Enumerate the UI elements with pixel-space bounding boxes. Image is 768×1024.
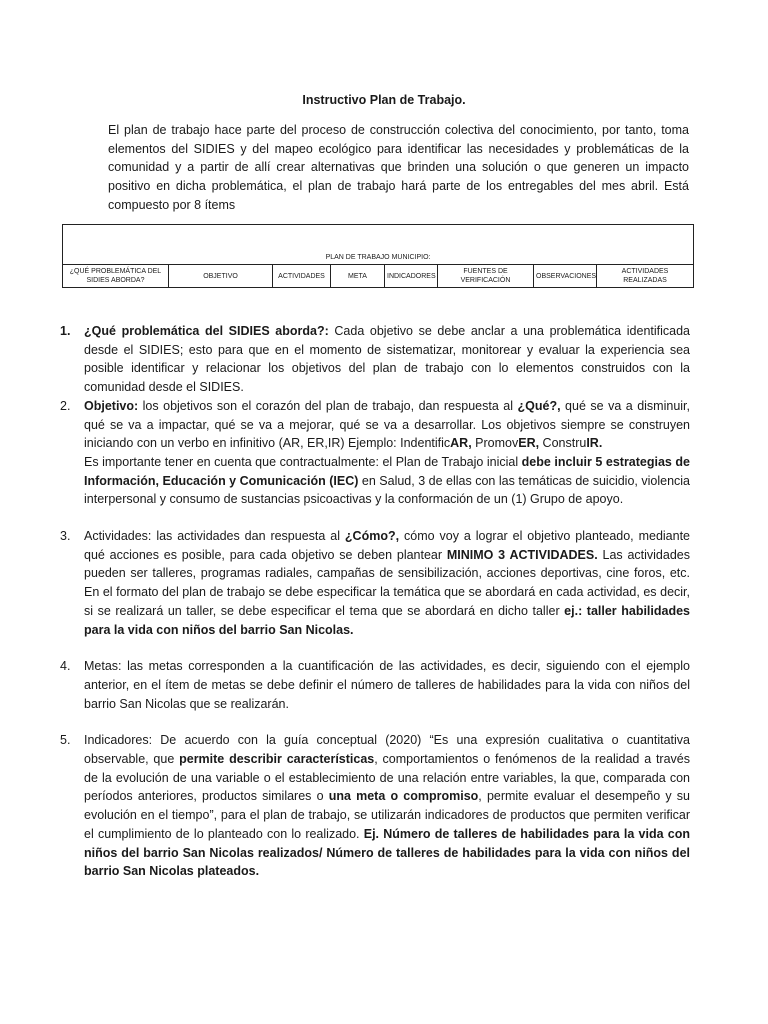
- item-number: 5.: [60, 733, 71, 748]
- column-header-observaciones: OBSERVACIONES: [534, 265, 597, 288]
- item-text: Cada objetivo se debe anclar a una problemática identificada desde el SIDIES; esto para que en el momento de sistematizar, monitorear y evaluar la experiencia sea posible identificar y relacionar los objetivos del plan de trabajo con lo elementos construidos con la comunidad desde el SIDIES.: [84, 324, 690, 395]
- column-header-fuentes: FUENTES DE VERIFICACIÓN: [438, 265, 534, 288]
- column-header-problematica: ¿QUÉ PROBLEMÁTICA DEL SIDIES ABORDA?: [63, 265, 169, 288]
- intro-paragraph: El plan de trabajo hace parte del proceso de construcción colectiva del conocimiento, por tanto, toma elementos del SIDIES y del mapeo ecológico para identificar las necesidades y problemáticas de la comunidad y a partir de allí crear alternativas que brinden una solución o que generen un impacto positivo en dicha problemática, el plan de trabajo hará parte de los entregables del mes abril. Está compuesto por 8 ítems: [108, 123, 689, 212]
- item-number: 2.: [60, 398, 71, 413]
- items-list: [56, 322, 690, 881]
- work-plan-table: [62, 224, 694, 288]
- list-item-problematica: [56, 322, 690, 397]
- column-header-actividades-realizadas: ACTIVIDADES REALIZADAS: [597, 265, 694, 288]
- document-title: Instructivo Plan de Trabajo.: [302, 93, 466, 107]
- table-header-row: [63, 265, 694, 288]
- table-title: PLAN DE TRABAJO MUNICIPIO:: [63, 225, 694, 265]
- item-heading: Objetivo:: [84, 398, 139, 413]
- item-number: 3.: [60, 529, 71, 544]
- list-item-metas: [56, 657, 690, 713]
- item-heading: ¿Qué problemática del SIDIES aborda?:: [84, 324, 329, 338]
- item-paragraph: Es importante tener en cuenta que contractualmente: el Plan de Trabajo inicial debe incluir 5 estrategias de Información, Educación y Comunicación (IEC) en Salud, 3 de ellas con las temáticas de suicidio, violencia interpersonal y consumo de sustancias psicoactivas y la conformación de un (1) Grupo de apoyo.: [84, 454, 690, 507]
- item-text: Metas: las metas corresponden a la cuantificación de las actividades, es decir, siguiendo con el ejemplo anterior, en el ítem de metas se debe definir el número de talleres de habilidades para la vida con niños del barrio San Nicolas que se realizarán.: [84, 659, 690, 711]
- list-item-objetivo: 2. Objetivo: los objetivos son el corazón del plan de trabajo, dan respuesta al ¿Qué?, qué se va a disminuir, qué se va a impactar, qué se va a mejorar, qué se va a desarrollar. Los objetivos siempre se construyen iniciando con un verbo en infinitivo (AR, ER,IR) Ejemplo: IndentificAR, PromovER, ConstruIR. Es importante tener en cuenta que contractualmente: el Plan de Trabajo inicial debe incluir 5 estrategias de Información, Educación y Comunicación (IEC) en Salud, 3 de ellas con las temáticas de suicidio, violencia interpersonal y consumo de sustancias psicoactivas y la conformación de un (1) Grupo de apoyo.: [56, 397, 690, 509]
- item-number: 4.: [60, 659, 71, 674]
- list-item-actividades: 3. Actividades: las actividades dan respuesta al ¿Cómo?, cómo voy a lograr el objetivo planteado, mediante qué acciones es posible, para cada objetivo se deben plantear MINIMO 3 ACTIVIDADES. Las actividades pueden ser talleres, programas radiales, campañas de sensibilización, acciones deportivas, cine foros, etc. En el formato del plan de trabajo se debe especificar la temática que se abordará en cada actividad, es decir, si se realizará un taller, se debe especificar el tema que se abordará en dicho taller ej.: taller habilidades para la vida con niños del barrio San Nicolas.: [60, 529, 690, 637]
- item-number: 1.: [60, 324, 71, 338]
- list-item-indicadores: 5. Indicadores: De acuerdo con la guía conceptual (2020) “Es una expresión cualitativa o cuantitativa observable, que permite describir características, comportamientos o fenómenos de la realidad a través de la evolución de una variable o el establecimiento de una relación entre variables, la que, comparada con períodos anteriores, productos similares o una meta o compromiso, permite evaluar el desempeño y su evolución en el tiempo”, para el plan de trabajo, se utilizarán indicadores de productos que permiten verificar el cumplimiento de lo planteado con lo realizado. Ej. Número de talleres de habilidades para la vida con niños del barrio San Nicolas realizados/ Número de talleres de habilidades para la vida con niños del barrio San Nicolas plateados.: [60, 733, 691, 879]
- table-title-row: [63, 225, 694, 265]
- column-header-objetivo: OBJETIVO: [169, 265, 273, 288]
- column-header-actividades: ACTIVIDADES: [273, 265, 331, 288]
- column-header-meta: META: [331, 265, 385, 288]
- column-header-indicadores: INDICADORES: [385, 265, 438, 288]
